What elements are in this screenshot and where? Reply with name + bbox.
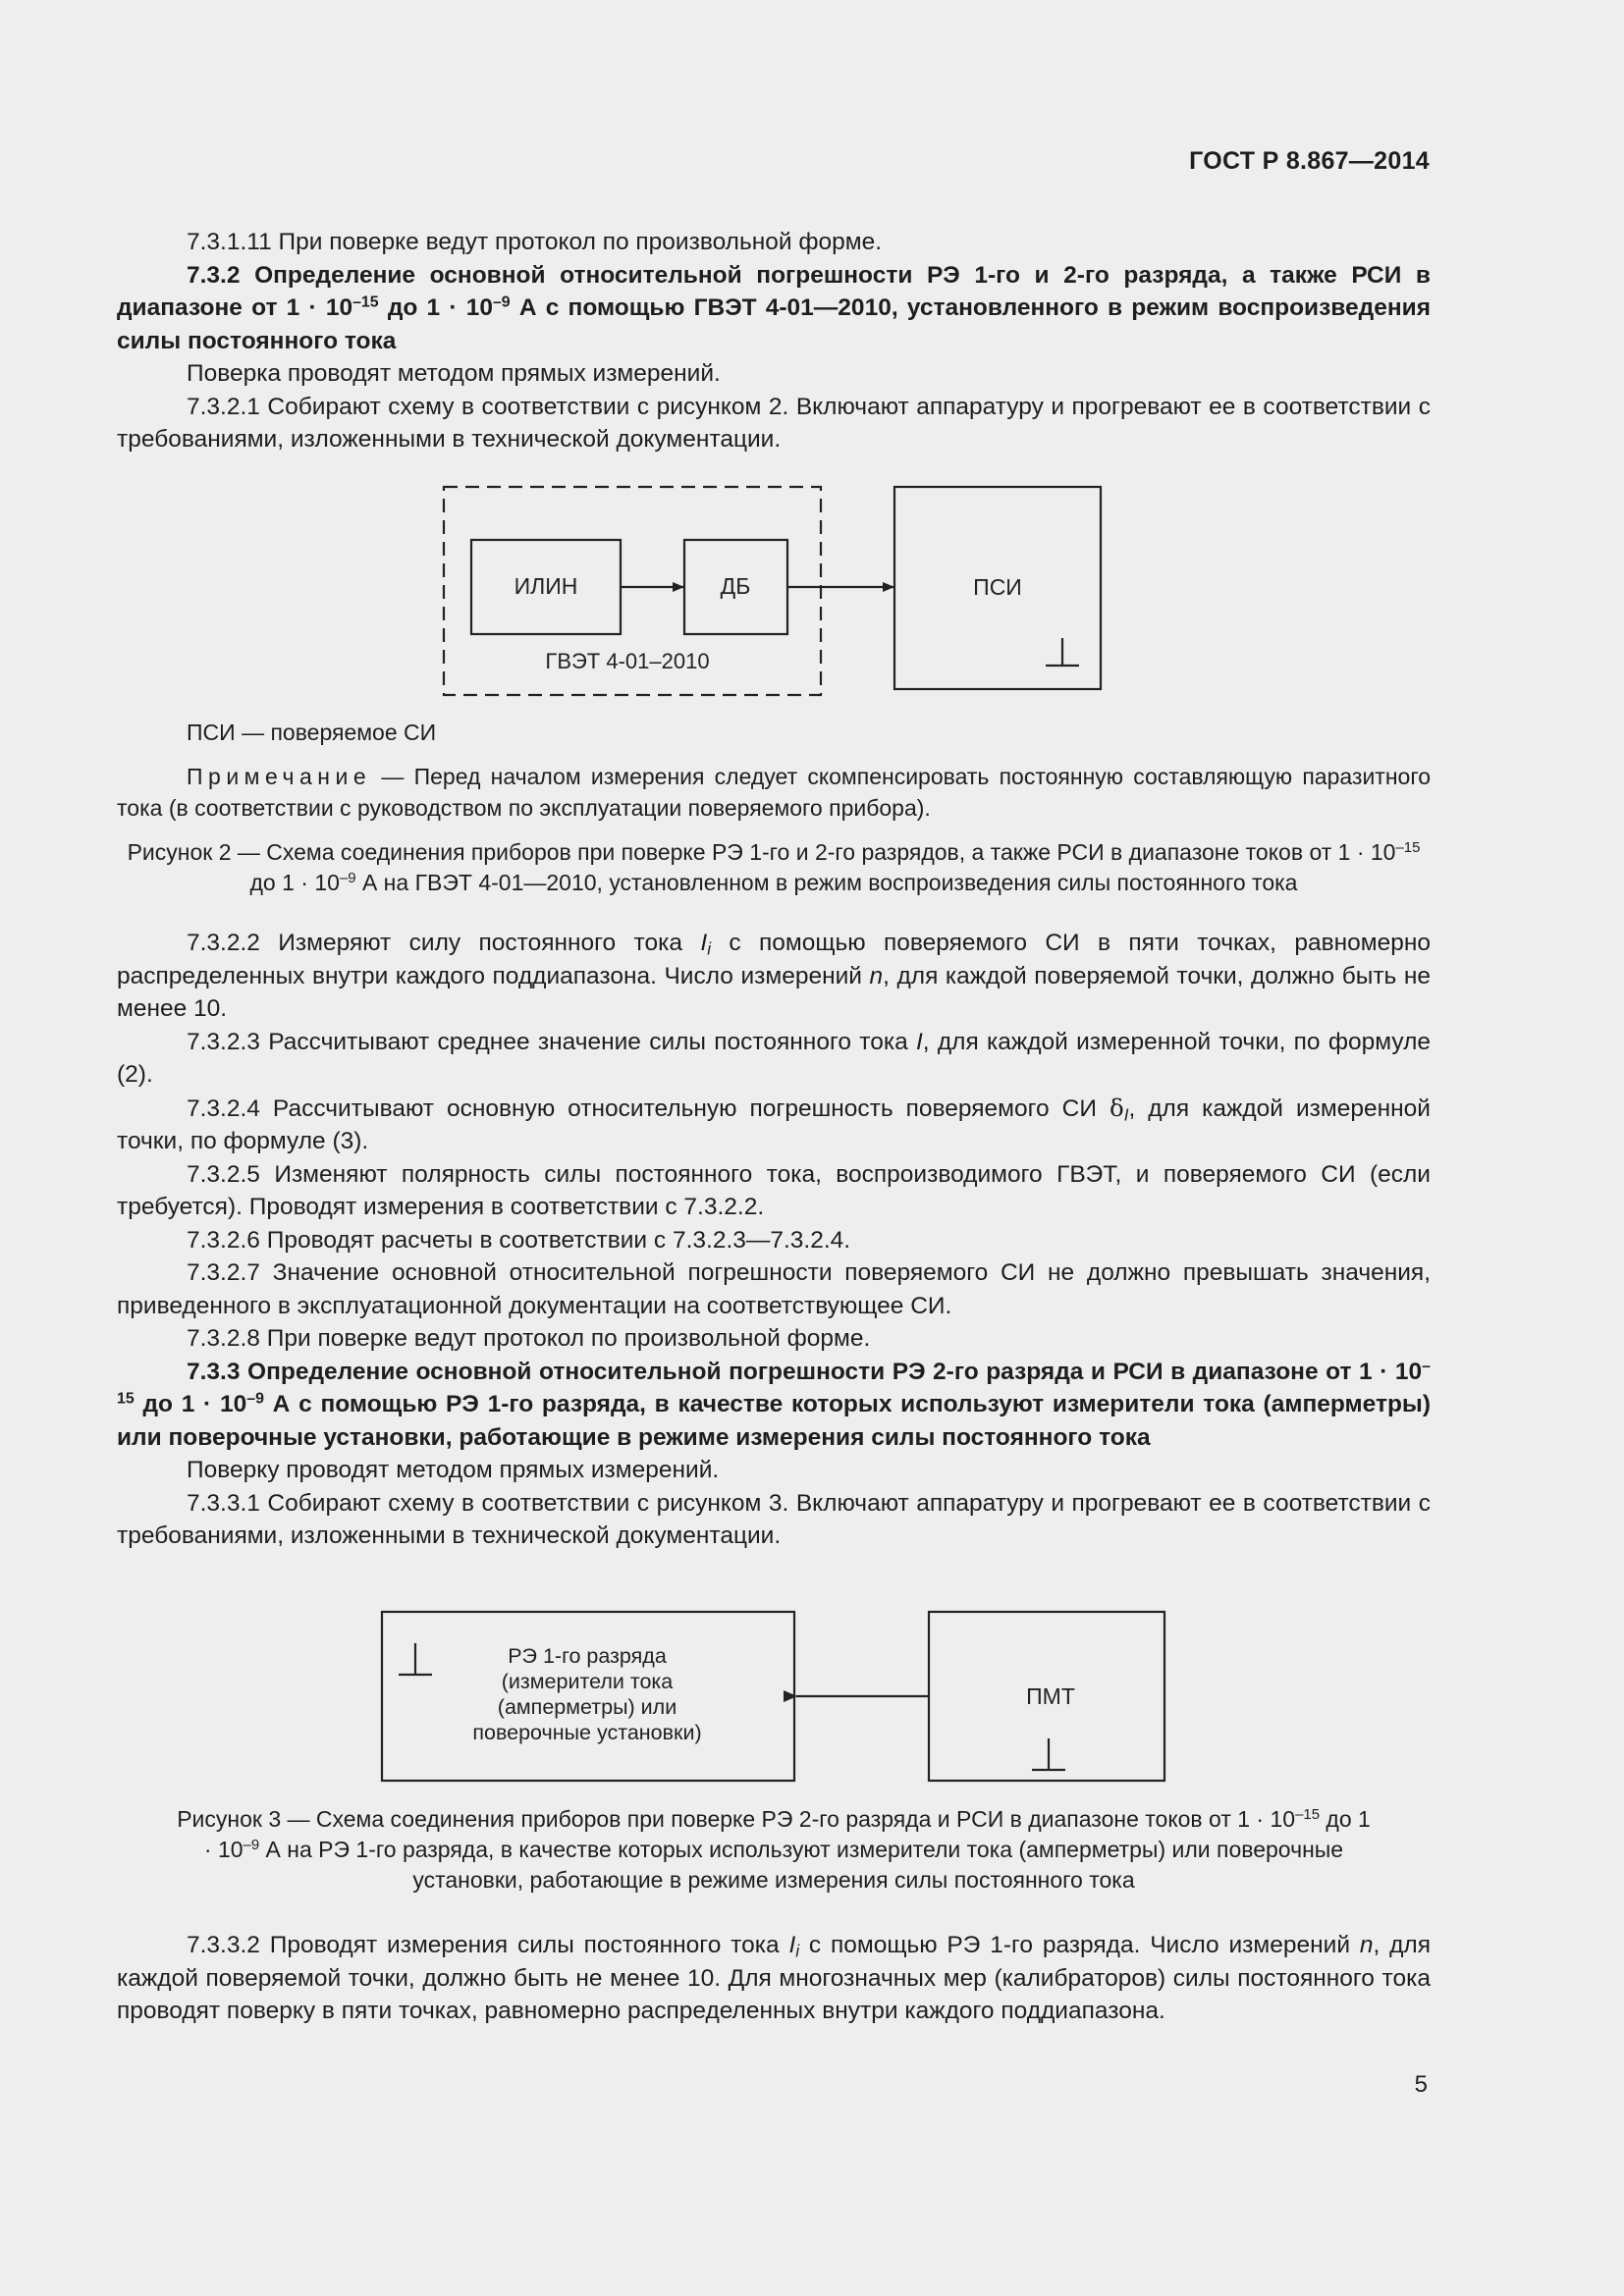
paragraph-method-2: Поверку проводят методом прямых измерений. — [187, 1457, 720, 1483]
figure-3-text — [117, 1804, 1431, 1896]
paragraph-7-3-1-11: 7.3.1.11 При поверке ведут протокол по произвольной форме. — [187, 229, 883, 255]
paragraph-7-3-2-8: 7.3.2.8 При поверке ведут протокол по произвольной форме. — [187, 1325, 871, 1352]
figure-3-caption: Рисунок 3 — Схема соединения приборов при поверке РЭ 2-го разряда и РСИ в диапазоне токов от $1 \cdot 10^{-15}$ до $1 \cdot 10^{-9}$ А на РЭ 1-го разряда, в качестве которых используют измерители тока (амперметры) или поверочные установки, работающие в режиме измерения силы постоянного тока — [177, 1805, 1371, 1893]
figure-2-caption: Рисунок 2 — Схема соединения приборов при поверке РЭ 1-го и 2-го разрядов, а также РСИ в диапазоне токов от $1 \cdot 10^{-15}$ до $1 \cdot 10^{-9}$ А на ГВЭТ 4-01—2010, установленном в режим воспроизведения силы постоянного тока — [127, 838, 1421, 895]
ground-symbol-icon — [1046, 638, 1079, 666]
paragraph-7-3-2-1: 7.3.2.1 Собирают схему в соответствии с рисунком 2. Включают аппаратуру и прогревают ее в соответствии с требованиями, изложенными в технической документации. — [117, 393, 1431, 453]
paragraph-7-3-2-7: 7.3.2.7 Значение основной относительной погрешности поверяемого СИ не должно превышать значения, приведенного в эксплуатационной документации на соответствующее СИ. — [117, 1259, 1431, 1319]
pmt-label: ПМТ — [1026, 1683, 1075, 1709]
paragraph-7-3-2-3: 7.3.2.3 Рассчитывают среднее значение силы постоянного тока I, для каждой измеренной точки, по формуле (2). — [117, 1028, 1431, 1088]
ground-symbol-icon — [399, 1643, 432, 1675]
paragraph-7-3-3-1: 7.3.3.1 Собирают схему в соответствии с рисунком 3. Включают аппаратуру и прогревают ее в соответствии с требованиями, изложенными в технической документации. — [117, 1489, 1431, 1549]
doc-header: ГОСТ Р 8.867—2014 — [1189, 147, 1430, 175]
section-7-3-2 — [117, 226, 1431, 456]
re-label-line-3: (амперметры) или — [497, 1695, 677, 1719]
ground-symbol-icon — [1032, 1738, 1065, 1770]
re-label-line-4: поверочные установки) — [472, 1721, 702, 1744]
re-label-line-1: РЭ 1-го разряда — [508, 1644, 667, 1668]
psi-label: ПСИ — [973, 574, 1022, 600]
figure-2-legend: ПСИ — поверяемое СИ — [187, 720, 437, 745]
gvet-label: ГВЭТ 4-01–2010 — [545, 649, 710, 673]
db-label: ДБ — [720, 573, 751, 599]
figure-2-diagram — [432, 479, 1119, 700]
section-7-3-3-2 — [117, 1929, 1431, 2028]
figure-3-diagram — [373, 1606, 1178, 1788]
paragraph-7-3-2-4: 7.3.2.4 Рассчитывают основную относительную погрешность поверяемого СИ $\delta_I$, для каждой измеренной точки, по формуле (3). — [117, 1093, 1431, 1154]
paragraph-7-3-3-2: 7.3.3.2 Проводят измерения силы постоянного тока $I_i$ с помощью РЭ 1-го разряда. Число измерений n, для каждой поверяемой точки, должно быть не менее 10. Для многозначных мер (калибраторов) силы постоянного тока проводят поверку в пяти точках, равномерно распределенных внутри каждого поддиапазона. — [117, 1932, 1431, 2024]
figure-2-note: Примечание — Перед началом измерения следует скомпенсировать постоянную составляющую паразитного тока (в соответствии с руководством по эксплуатации поверяемого прибора). — [117, 763, 1431, 821]
heading-7-3-3: 7.3.3 Определение основной относительной погрешности РЭ 2-го разряда и РСИ в диапазоне от $1 \cdot 10^{-15}$ до $1 \cdot 10^{-9}$ А с помощью РЭ 1-го разряда, в качестве которых используют измерители тока (амперметры) или поверочные установки, работающие в режиме измерения силы постоянного тока — [117, 1357, 1431, 1451]
re-label-line-2: (измерители тока — [501, 1670, 674, 1693]
paragraph-7-3-2-2: 7.3.2.2 Измеряют силу постоянного тока $I_i$ с помощью поверяемого СИ в пяти точках, равномерно распределенных внутри каждого поддиапазона. Число измерений n, для каждой поверяемой точки, должно быть не менее 10. — [117, 930, 1432, 1022]
paragraph-method: Поверка проводят методом прямых измерений. — [187, 360, 721, 387]
ilin-label: ИЛИН — [514, 573, 578, 599]
paragraph-7-3-2-5: 7.3.2.5 Изменяют полярность силы постоянного тока, воспроизводимого ГВЭТ, и поверяемого СИ (если требуется). Проводят измерения в соответствии с 7.3.2.2. — [117, 1160, 1431, 1220]
page-number: 5 — [1414, 2071, 1428, 2098]
figure-2-text — [117, 717, 1431, 898]
section-7-3-2-continued — [117, 927, 1431, 1553]
paragraph-7-3-2-6: 7.3.2.6 Проводят расчеты в соответствии с 7.3.2.3—7.3.2.4. — [187, 1226, 851, 1254]
heading-7-3-2: 7.3.2 Определение основной относительной погрешности РЭ 1-го и 2-го разряда, а также РСИ в диапазоне от $1 \cdot 10^{-15}$ до $1 \cdot 10^{-9}$ А с помощью ГВЭТ 4-01—2010, установленного в режим воспроизведения силы постоянного тока — [117, 261, 1431, 354]
